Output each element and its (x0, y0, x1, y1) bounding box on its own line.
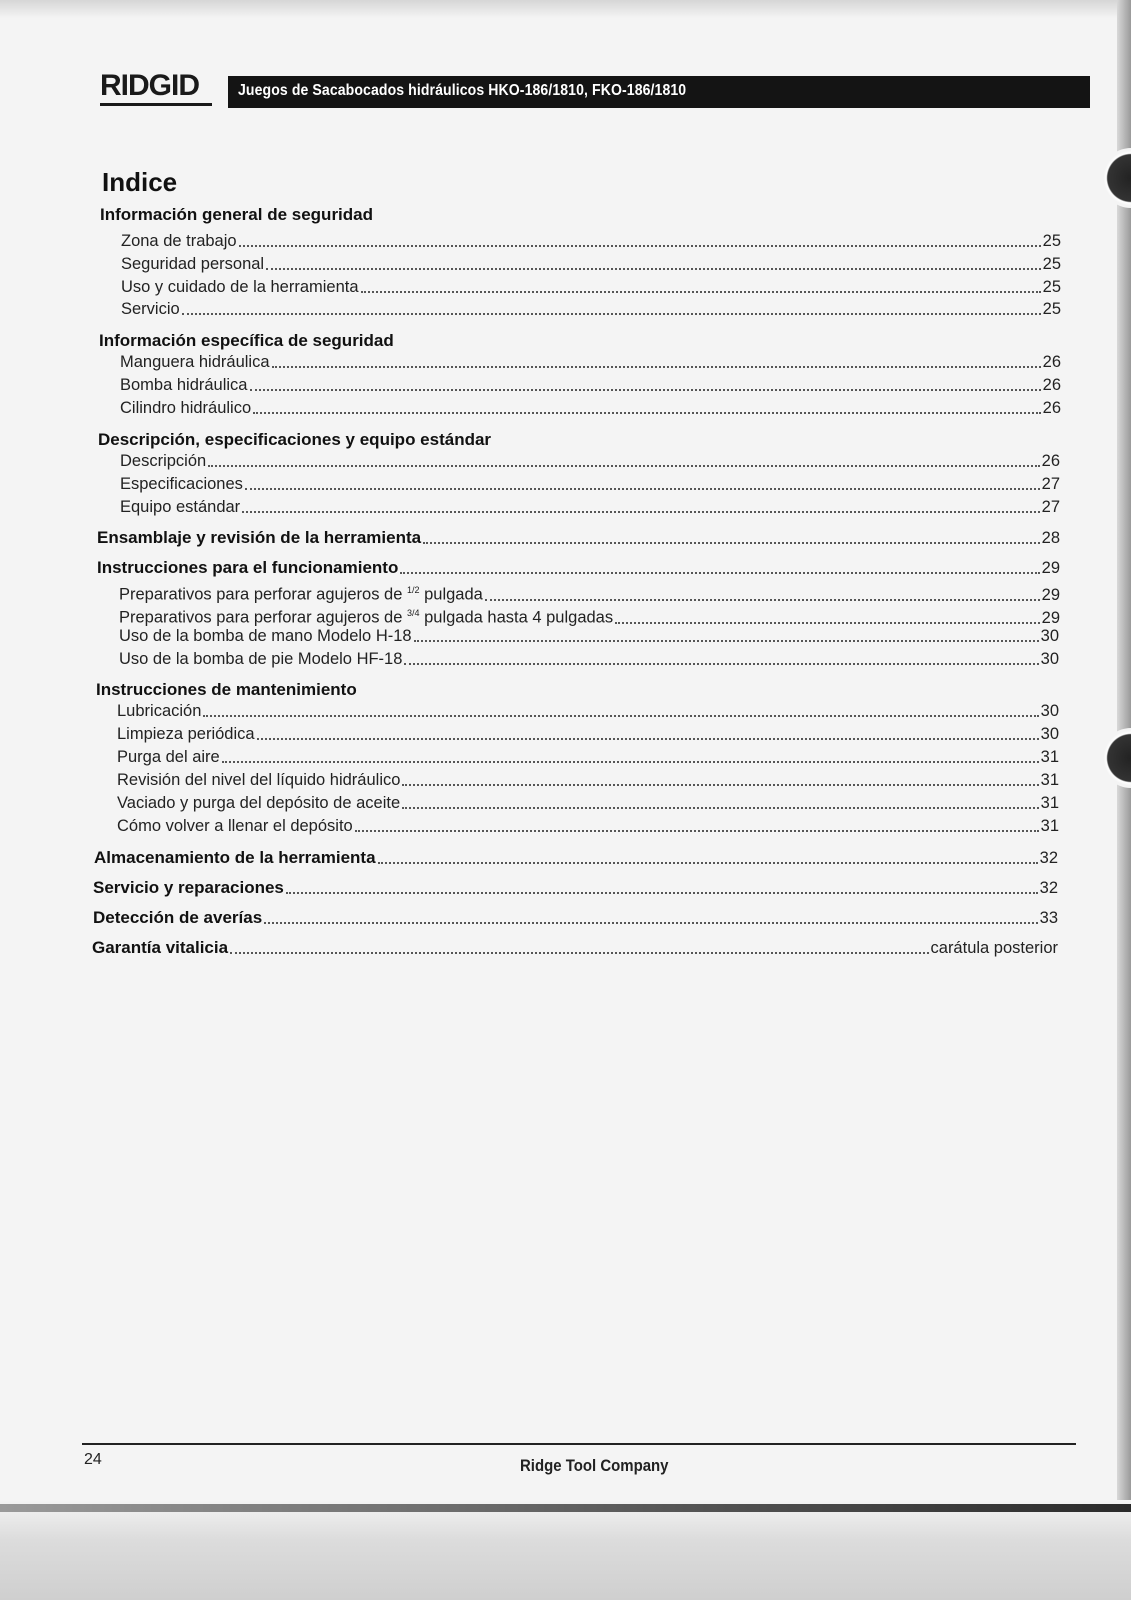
toc-leader (203, 715, 1038, 717)
toc-entry[interactable] (117, 793, 1059, 813)
toc-leader (264, 922, 1037, 924)
toc-entry-page: 33 (1039, 909, 1058, 927)
footer-company: Ridge Tool Company (520, 1456, 669, 1475)
toc-entry-label: Almacenamiento de la herramienta (94, 848, 376, 867)
toc-leader (250, 389, 1041, 391)
toc-leader (182, 313, 1041, 315)
toc-entry-page: 26 (1042, 353, 1061, 371)
toc-entry[interactable] (120, 352, 1061, 372)
toc-entry-page: 25 (1042, 255, 1061, 273)
toc-entry-page: 25 (1042, 278, 1061, 296)
toc-entry[interactable] (119, 626, 1059, 646)
toc-leader (266, 268, 1041, 270)
toc-leader (414, 640, 1039, 642)
toc-entry-page: 26 (1041, 452, 1060, 470)
header-title-bar (228, 76, 1090, 108)
toc-entry[interactable] (117, 770, 1059, 790)
toc-entry-label: Servicio (121, 300, 180, 318)
toc-entry-page: 28 (1041, 529, 1060, 547)
footer-page-number: 24 (84, 1451, 102, 1468)
toc-entry-label: Servicio y reparaciones (93, 878, 284, 897)
fraction: 3/4 (407, 608, 420, 618)
toc-entry-label: Zona de trabajo (121, 232, 237, 250)
toc-leader (242, 511, 1039, 513)
toc-leader (272, 366, 1041, 368)
toc-entry[interactable] (119, 580, 1060, 605)
toc-entry-label (119, 603, 613, 628)
page-header (100, 70, 1090, 108)
scan-shadow-bottom (0, 1500, 1131, 1600)
toc-entry-label: Vaciado y purga del depósito de aceite (117, 794, 401, 812)
toc-entry-label: Ensamblaje y revisión de la herramienta (97, 528, 422, 547)
toc-entry-page: 25 (1042, 300, 1061, 318)
toc-entry-label: Limpieza periódica (117, 725, 255, 743)
toc-entry-label: Equipo estándar (120, 498, 241, 516)
toc-entry-page: 32 (1039, 879, 1058, 897)
toc-leader (253, 412, 1040, 414)
toc-leader (286, 892, 1038, 894)
toc-entry[interactable] (121, 277, 1061, 297)
toc-entry[interactable] (117, 816, 1059, 836)
fraction: 1/2 (407, 585, 420, 595)
toc-leader (402, 807, 1038, 809)
toc-entry[interactable] (120, 375, 1061, 395)
toc-entry-averias[interactable] (93, 908, 1058, 928)
toc-leader (402, 784, 1038, 786)
toc-entry-label: Uso de la bomba de pie Modelo HF-18 (119, 650, 403, 668)
binder-hole-icon (1101, 728, 1131, 788)
toc-entry-page: 31 (1040, 794, 1059, 812)
toc-entry-page: 27 (1041, 475, 1060, 493)
toc-heading-descripcion: Descripción, especificaciones y equipo estándar (98, 430, 492, 449)
toc-entry-label: Purga del aire (117, 748, 220, 766)
toc-entry-page: 29 (1041, 585, 1060, 604)
scan-shadow-right (1117, 0, 1131, 1600)
toc-leader (615, 622, 1040, 624)
toc-leader (485, 599, 1040, 601)
toc-entry[interactable] (117, 701, 1059, 721)
logo-underline (100, 103, 212, 106)
toc-entry-page: 25 (1042, 232, 1061, 250)
toc-entry-ensamblaje[interactable] (97, 528, 1060, 548)
toc-entry-label: Descripción (120, 452, 207, 470)
toc-entry-label (119, 580, 483, 605)
binder-hole-icon (1101, 148, 1131, 208)
footer-rule (82, 1443, 1076, 1445)
toc-leader (208, 465, 1039, 467)
toc-entry-page: 31 (1040, 748, 1059, 766)
toc-entry-page: 29 (1041, 608, 1060, 627)
toc-entry-page: 29 (1041, 559, 1060, 577)
toc-entry[interactable] (120, 451, 1060, 471)
toc-entry-page: 27 (1041, 498, 1060, 516)
toc-entry-page: 30 (1040, 702, 1059, 720)
toc-entry[interactable] (119, 649, 1059, 669)
toc-entry-label: Uso de la bomba de mano Modelo H-18 (119, 627, 412, 645)
toc-entry-label: Bomba hidráulica (120, 376, 248, 394)
toc-entry[interactable] (117, 724, 1059, 744)
toc-entry-page: 30 (1040, 650, 1059, 668)
toc-leader (257, 738, 1039, 740)
toc-entry-page: 26 (1042, 376, 1061, 394)
ridgid-logo (100, 69, 216, 106)
toc-title: Indice (102, 167, 178, 197)
toc-entry[interactable] (121, 299, 1061, 319)
toc-entry-garantia[interactable] (92, 938, 1058, 958)
toc-leader (355, 830, 1039, 832)
toc-leader (378, 862, 1038, 864)
toc-entry-label-pre: Preparativos para perforar agujeros de (119, 585, 407, 604)
toc-entry-page: 30 (1040, 725, 1059, 743)
toc-entry-label-pre: Preparativos para perforar agujeros de (119, 608, 407, 627)
toc-entry-almacenamiento[interactable] (94, 848, 1058, 868)
toc-entry-page: 26 (1042, 399, 1061, 417)
toc-leader (423, 542, 1040, 544)
toc-leader (239, 245, 1041, 247)
toc-entry-label: Cómo volver a llenar el depósito (117, 817, 353, 835)
scan-shadow-top (0, 0, 1131, 18)
toc-entry-funcionamiento[interactable] (97, 558, 1060, 578)
logo-text: RIDGID (100, 69, 199, 102)
toc-entry-page: 31 (1040, 771, 1059, 789)
toc-entry-label: Lubricación (117, 702, 202, 720)
toc-entry[interactable] (120, 474, 1060, 494)
toc-leader (400, 572, 1039, 574)
toc-entry-page: 32 (1039, 849, 1058, 867)
toc-entry-label: Seguridad personal (121, 255, 265, 273)
toc-entry-label: Instrucciones para el funcionamiento (97, 558, 399, 577)
toc-entry[interactable] (121, 231, 1061, 251)
toc-entry-label: Uso y cuidado de la herramienta (121, 278, 359, 296)
toc-entry[interactable] (117, 747, 1059, 767)
toc-heading-mantenimiento: Instrucciones de mantenimiento (96, 680, 357, 699)
toc-leader (404, 663, 1038, 665)
toc-leader (245, 488, 1040, 490)
toc-entry-label: Revisión del nivel del líquido hidráulico (117, 771, 401, 789)
toc-entry-label-post: pulgada (419, 585, 483, 604)
toc-entry[interactable] (121, 254, 1061, 274)
toc-entry-label: Especificaciones (120, 475, 243, 493)
toc-entry[interactable] (119, 603, 1060, 628)
toc-entry[interactable] (120, 398, 1061, 418)
toc-entry-page: 30 (1040, 627, 1059, 645)
toc-entry-servicio[interactable] (93, 878, 1058, 898)
scan-dark-strip (0, 1504, 1131, 1512)
toc-entry-label: Manguera hidráulica (120, 353, 270, 371)
toc-entry-label-post: pulgada hasta 4 pulgadas (419, 608, 614, 627)
toc-entry-label: Garantía vitalicia (92, 938, 229, 957)
toc-leader (361, 291, 1041, 293)
toc-entry[interactable] (120, 497, 1060, 517)
toc-heading-seguridad-general: Información general de seguridad (100, 205, 374, 224)
header-title: Juegos de Sacabocados hidráulicos HKO-186/1810, FKO-186/1810 (238, 82, 687, 99)
toc-entry-page: 31 (1040, 817, 1059, 835)
toc-leader (222, 761, 1039, 763)
toc-leader (230, 952, 928, 954)
toc-heading-seguridad-especifica: Información específica de seguridad (99, 331, 394, 350)
toc-entry-page: carátula posterior (930, 939, 1058, 957)
toc-entry-label: Detección de averías (93, 908, 263, 927)
toc-entry-label: Cilindro hidráulico (120, 399, 252, 417)
